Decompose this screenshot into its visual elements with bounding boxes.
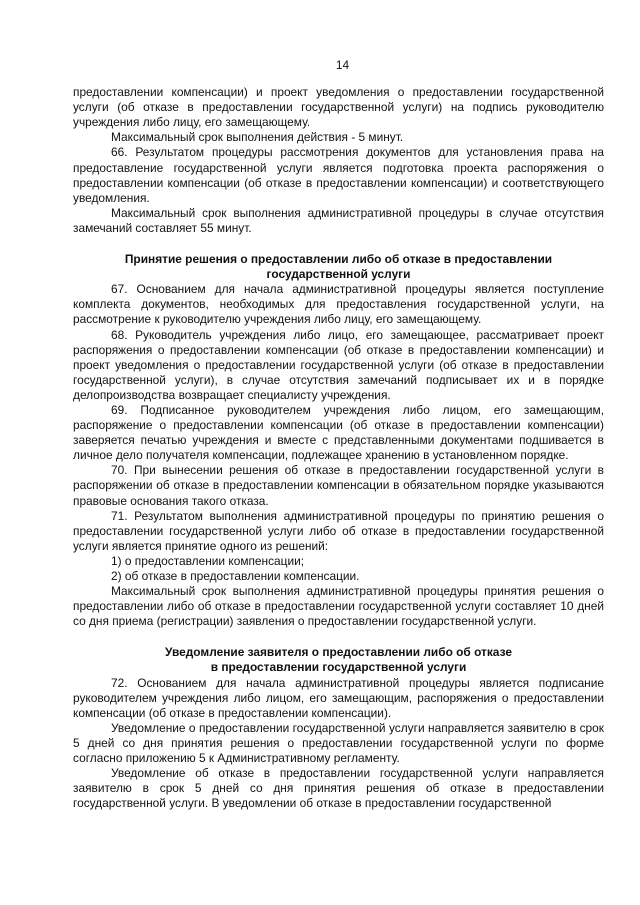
paragraph: Максимальный срок выполнения административной процедуры принятия решения о предоставлении либо об отказе в предоставлении государственной услуги составляет 10 дней со дня приема (регистрации) заявления о предоставлении государственной услуги. bbox=[73, 584, 604, 629]
paragraph: 68. Руководитель учреждения либо лицо, его замещающее, рассматривает проект распоряжения о предоставлении компенсации (об отказе в предоставлении компенсации) и проект уведомления о предоставлении государственной услуги (об отказе в предоставлении государственной услуги), в случае отсутствия замечаний подписывает их и в порядке делопроизводства возвращает специалисту учреждения. bbox=[73, 327, 604, 402]
paragraph: 71. Результатом выполнения административной процедуры по принятию решения о предоставлении государственной услуги либо об отказе в предоставлении государственной услуги является принятие одного из решений: bbox=[73, 508, 604, 553]
section-heading-line: Уведомление заявителя о предоставлении либо об отказе bbox=[165, 645, 512, 660]
paragraph: 72. Основанием для начала административной процедуры является подписание руководителем учреждения либо лицом, его замещающим, распоряжения о предоставлении компенсации (об отказе в предоставлении компенсации). bbox=[73, 675, 604, 720]
list-item: 2) об отказе в предоставлении компенсации. bbox=[111, 569, 360, 583]
paragraph: Максимальный срок выполнения административной процедуры в случае отсутствия замечаний составляет 55 минут. bbox=[73, 205, 604, 235]
list-item: 1) о предоставлении компенсации; bbox=[111, 553, 305, 568]
section-heading bbox=[73, 645, 604, 675]
paragraph: 69. Подписанное руководителем учреждения либо лицом, его замещающим, распоряжение о предоставлении компенсации (об отказе в предоставлении компенсации) заверяется печатью учреждения и вместе с представленными документами подшивается в личное дело получателя компенсации, подлежащее хранению в установленном порядке. bbox=[73, 402, 604, 463]
section-heading-line: государственной услуги bbox=[266, 267, 411, 282]
paragraph: 70. При вынесении решения об отказе в предоставлении государственной услуги в распоряжении об отказе в предоставлении компенсации в обязательном порядке указываются правовые основания такого отказа. bbox=[73, 463, 604, 508]
section-heading-line: в предоставлении государственной услуги bbox=[210, 660, 467, 675]
paragraph: предоставлении компенсации) и проект уведомления о предоставлении государственной услуги (об отказе в предоставлении государственной услуги) на подпись руководителю учреждения либо лицу, его замещающему. bbox=[73, 85, 604, 130]
section-heading bbox=[73, 252, 604, 282]
paragraph: Уведомление об отказе в предоставлении государственной услуги направляется заявителю в срок 5 дней со дня принятия решения об отказе в предоставлении государственной услуги. В уведомлении об отказе в предоставлении государственной bbox=[73, 766, 604, 811]
section-heading-line: Принятие решения о предоставлении либо об отказе в предоставлении bbox=[124, 252, 553, 267]
paragraph: 67. Основанием для начала административной процедуры является поступление комплекта документов, необходимых для предоставления государственной услуги, на рассмотрение к руководителю учреждения либо лицу, его замещающему. bbox=[73, 282, 604, 327]
paragraph: Уведомление о предоставлении государственной услуги направляется заявителю в срок 5 дней со дня принятия решения о предоставлении государственной услуги по форме согласно приложению 5 к Административному регламенту. bbox=[73, 720, 604, 766]
paragraph: 66. Результатом процедуры рассмотрения документов для установления права на предоставление государственной услуги является подготовка проекта распоряжения о предоставлении компенсации (об отказе в предоставлении компенсации) и соответствующего уведомления. bbox=[73, 145, 604, 205]
page-number: 14 bbox=[335, 58, 350, 72]
paragraph: Максимальный срок выполнения действия - 5 минут. bbox=[111, 130, 404, 145]
